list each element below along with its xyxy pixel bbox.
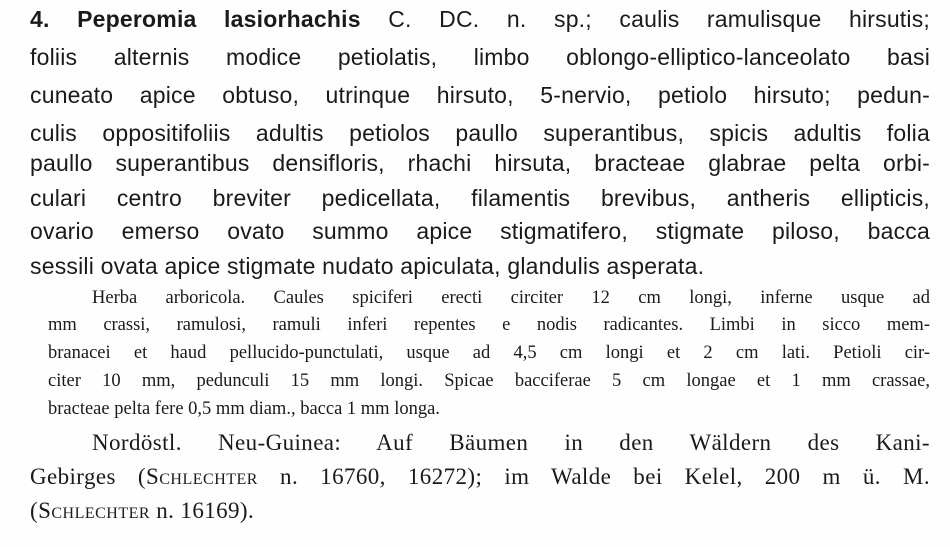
description-line: culis oppositifoliis adultis petiolos paullo superantibus, spicis adultis folia bbox=[30, 120, 930, 146]
description-line: paullo superantibus densifloris, rhachi hirsuta, bracteae glabrae pelta orbi- bbox=[30, 150, 930, 176]
collector-name: Schlechter bbox=[145, 464, 258, 489]
description-line: culari centro breviter pedicellata, filamentis brevibus, antheris ellipticis, bbox=[30, 185, 930, 211]
notes-line: citer 10 mm, pedunculi 15 mm longi. Spicae bacciferae 5 cm longae et 1 mm crassae, bbox=[48, 371, 930, 391]
description-line: cuneato apice obtuso, utrinque hirsuto, 5-nervio, petiolo hirsuto; pedun- bbox=[30, 82, 930, 108]
description-line: sessili ovata apice stigmate nudato apiculata, glandulis asperata. bbox=[30, 253, 705, 279]
description-line: caulis ramulisque hirsutis; bbox=[619, 6, 930, 32]
notes-line: bracteae pelta fere 0,5 mm diam., bacca 1 mm longa. bbox=[48, 399, 440, 419]
description-line: ovario emerso ovato summo apice stigmatifero, stigmate piloso, bacca bbox=[30, 218, 930, 244]
species-heading-line bbox=[30, 6, 930, 33]
locality-line: (Schlechter n. 16169). bbox=[30, 498, 255, 523]
description-line: foliis alternis modice petiolatis, limbo oblongo-elliptico-lanceolato basi bbox=[30, 44, 930, 70]
notes-line: mm crassi, ramulosi, ramuli inferi repentes e nodis radicantes. Limbi in sicco mem- bbox=[48, 315, 930, 335]
locality-line: Gebirges (Schlechter n. 16760, 16272); im Walde bei Kelel, 200 m ü. M. bbox=[30, 464, 930, 489]
species-name: Peperomia lasiorhachis bbox=[77, 6, 361, 32]
notes-line: branacei et haud pellucido-punctulati, usque ad 4,5 cm longi et 2 cm lati. Petioli cir- bbox=[48, 343, 930, 363]
collector-name: Schlechter bbox=[38, 498, 151, 523]
notes-line: Herba arboricola. Caules spiciferi erecti circiter 12 cm longi, inferne usque ad bbox=[92, 288, 930, 308]
species-author: C. DC. n. sp.; bbox=[388, 6, 592, 32]
locality-line: Nordöstl. Neu-Guinea: Auf Bäumen in den Wäldern des Kani- bbox=[92, 430, 930, 455]
species-number: 4. bbox=[30, 6, 50, 32]
